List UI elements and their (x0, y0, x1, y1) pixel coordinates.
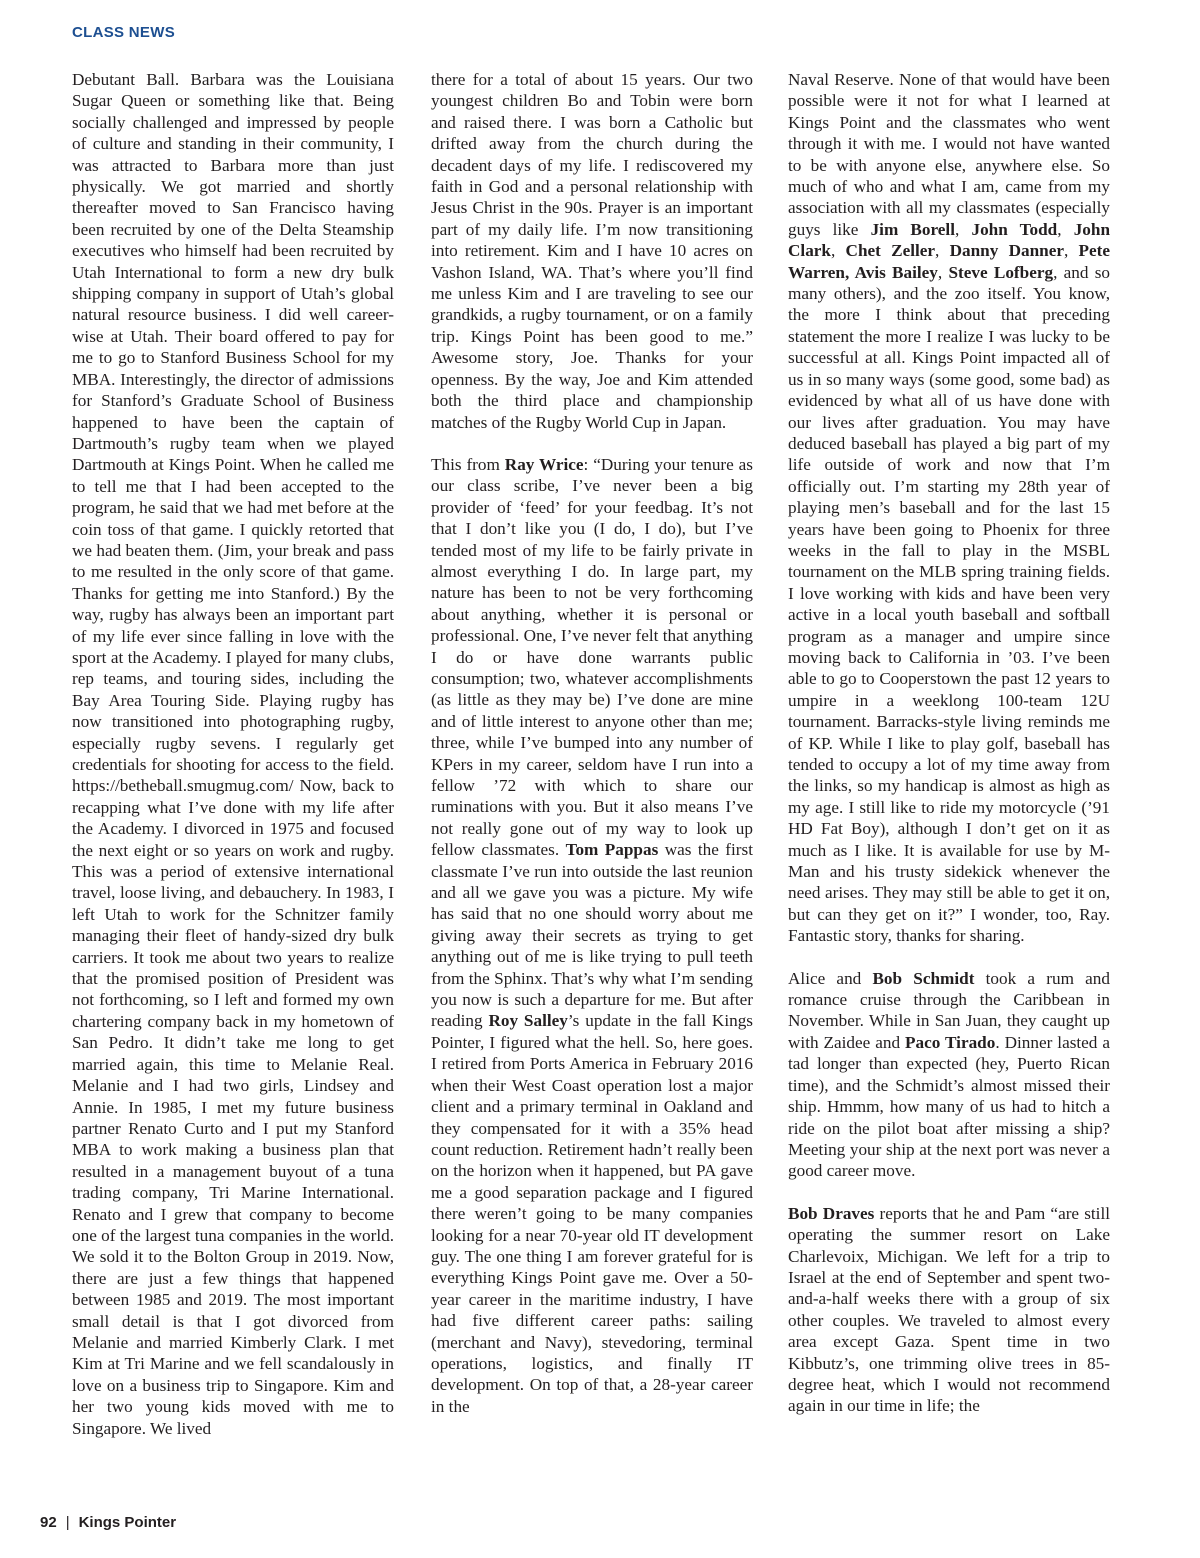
article-paragraph (788, 968, 1110, 1182)
classmate-name: Jim Borell (870, 219, 955, 239)
page-number: 92 (40, 1514, 57, 1531)
classmate-name: John Todd (971, 219, 1058, 239)
text-run: This from (431, 454, 505, 474)
text-run: reports that he and Pam “are still operating the summer resort on Lake Charlevoix, Michigan. We left for a trip to Israel at the end of September and spent two-and-a-half weeks there with a group of six other couples. We traveled to almost every area except Gaza. Spent time in two Kibbutz’s, one trimming olive trees in 85-degree heat, which I would not recommend again in our time in life; the (788, 1203, 1111, 1416)
text-run: was the first classmate I’ve run into outside the last reunion and all we gave you was a picture. My wife has said that no one should worry about me giving away their secrets as trying to get anything out of me is like trying to pull teeth from the Sphinx. That’s why what I’m sending you now is such a departure for me. But after reading (431, 840, 753, 1031)
text-run: : “During your tenure as our class scribe, I’ve never been a big provider of ‘feed’ for your feedbag. It’s not that I don’t like you (I do, I do), but I’ve tended most of my life to be fairly private in almost everything I do. In large part, my nature has been to not be very forthcoming about anything, whether it is personal or professional. One, I’ve never felt that anything I do or have done warrants public consumption; two, whatever accomplishments (as little as they may be) I’ve done are mine and of little interest to anyone other than me; three, while I’ve bumped into any number of KPers in my career, seldom have I run into a fellow ’72 with which to share our ruminations with you. But it also means I’ve not really gone out of my way to look up fellow classmates. (431, 454, 753, 860)
classmate-name: John Clark (788, 219, 1111, 261)
text-run: Naval Reserve. None of that would have been possible were it not for what I learned at Kings Point and the classmates who went through it with me. I would not have wanted to be with anyone else, anywhere else. So much of who and what I am, came from my association with all my classmates (especially guys like (788, 70, 1110, 239)
article-column-3 (788, 69, 1110, 1417)
text-run: , (955, 219, 972, 239)
text-run: , (830, 241, 846, 261)
classmate-name: Steve Lofberg (948, 262, 1054, 282)
text-run: . Dinner lasted a tad longer than expected (hey, Puerto Rican time), and the Schmidt’s almost missed their ship. Hmmm, how many of us had to hitch a ride on the pilot boat after missing a ship? Meeting your ship at the next port was never a good career move. (788, 1032, 1110, 1181)
publication-name: Kings Pointer (78, 1514, 177, 1531)
article-paragraph (431, 454, 753, 1417)
classmate-name: Paco Tirado (905, 1032, 996, 1052)
text-run: , (1063, 241, 1079, 261)
article-paragraph (431, 69, 753, 433)
classmate-name: Danny Danner (949, 241, 1064, 261)
article-column-2 (431, 69, 753, 1417)
text-run: Debutant Ball. Barbara was the Louisiana Sugar Queen or something like that. Being socially challenged and impressed by people of culture and standing in their community, I was attracted to Barbara more than just physically. We got married and shortly thereafter moved to San Francisco having been recruited by one of the Delta Steamship executives who himself had been recruited by Utah International to form a new dry bulk shipping company in support of Utah’s global natural resource business. I did well career-wise at Utah. Their board offered to pay for me to go to Stanford Business School for my MBA. Interestingly, the director of admissions for Stanford’s Graduate School of Business happened to have been the captain of Dartmouth’s rugby team when we played Dartmouth at Kings Point. When he called me to tell me that I had been accepted to the program, he said that we had met before at the coin toss of that game. I quickly retorted that we had beaten them. (Jim, your break and pass to me resulted in the only score of that game. Thanks for getting me into Stanford.) By the way, rugby has always been an important part of my life ever since falling in love with the sport at the Academy. I played for many clubs, rep teams, and touring sides, including the Bay Area Touring Side. Playing rugby has now transitioned into photographing rugby, especially rugby sevens. I regularly get credentials for shooting for access to the field. https://betheball.smugmug.com/ Now, back to recapping what I’ve done with my life after the Academy. I divorced in 1975 and focused the next eight or so years on work and rugby. This was a period of extensive international travel, loose living, and debauchery. In 1983, I left Utah to work for the Schnitzer family managing their fleet of handy-sized dry bulk carriers. It took me about two years to realize that the promised position of President was not forthcoming, so I left and formed my own chartering company back in my hometown of San Pedro. It didn’t take me long to get married again, this time to Melanie Real. Melanie and I had two girls, Lindsey and Annie. In 1985, I met my future business partner Renato Curto and I put my Stanford MBA to work making a business plan that resulted in a management buyout of a tuna trading company, Tri Marine International. Renato and I grew that company to become one of the largest tuna companies in the world. We sold it to the Bolton Group in 2019. Now, there are just a few things that happened between 1985 and 2019. The most important small detail is that I got divorced from Melanie and married Kimberly Clark. I met Kim at Tri Marine and we fell scandalously in love on a business trip to Singapore. Kim and her two young kids moved with me to Singapore. We lived (72, 70, 394, 1438)
classmate-name: Chet Zeller (845, 241, 936, 261)
classmate-name: Bob Draves (788, 1203, 875, 1223)
text-run: Alice and (788, 968, 873, 988)
text-run: , (937, 262, 949, 282)
page-footer (40, 1514, 176, 1531)
text-run: , and so many others), and the zoo itself. You know, the more I think about that preceding statement the more I realize I was lucky to be successful at all. Kings Point impacted all of us in so many ways (some good, some bad) as evidenced by what all of us have done with our lives after graduation. You may have deduced baseball has played a big part of my life outside of work and now that I’m officially out. I’m starting my 28th year of playing men’s baseball and for the last 15 years have been going to Phoenix for three weeks in the fall to play in the MSBL tournament on the MLB spring training fields. I love working with kids and have been very active in a local youth baseball and softball program as a manager and umpire since moving back to California in ’03. I’ve been able to go to Cooperstown the past 12 years to umpire in a weeklong 100-team 12U tournament. Barracks-style living reminds me of KP. While I like to play golf, baseball has tended to occupy a lot of my time away from the links, so my handicap is almost as high as my age. I still like to ride my motorcycle (’91 HD Fat Boy), although I don’t get on it as much as I like. It is available for use by M-Man and his trusty sidekick whenever the need arises. They may still be able to get it on, but can they get on it?” I wonder, too, Ray. Fantastic story, thanks for sharing. (788, 262, 1111, 946)
text-run: , (935, 241, 950, 261)
classmate-name: Pete Warren, Avis Bailey (788, 241, 1111, 282)
classmate-name: Bob Schmidt (872, 968, 975, 988)
article-paragraph (72, 69, 394, 1439)
classmate-name: Tom Pappas (565, 840, 659, 860)
text-run: took a rum and romance cruise through the Caribbean in November. While in San Juan, they caught up with Zaidee and (788, 968, 1110, 1052)
text-run: ’s update in the fall Kings Pointer, I figured what the hell. So, here goes. I retired from Ports America in February 2016 when their West Coast operation lost a major client and a primary terminal in Oakland and they compensated for it with a 35% head count reduction. Retirement hadn’t really been on the horizon when it happened, but PA gave me a good separation package and I figured there weren’t going to be many companies looking for a near 70-year old IT development guy. The one thing I am forever grateful for is everything Kings Point gave me. Over a 50-year career in the maritime industry, I have had five different career paths: sailing (merchant and Navy), stevedoring, terminal operations, logistics, and finally IT development. On top of that, a 28-year career in the (431, 1011, 753, 1416)
classmate-name: Roy Salley (488, 1011, 568, 1031)
text-run: there for a total of about 15 years. Our two youngest children Bo and Tobin were born and raised there. I was born a Catholic but drifted away from the church during the decadent days of my life. I rediscovered my faith in God and a personal relationship with Jesus Christ in the 90s. Prayer is an important part of my daily life. I’m now transitioning into retirement. Kim and I have 10 acres on Vashon Island, WA. That’s where you’ll find me unless Kim and I are traveling to see our grandkids, a rugby tournament, or on a family trip. Kings Point has been good to me.” Awesome story, Joe. Thanks for your openness. By the way, Joe and Kim attended both the third place and championship matches of the Rugby World Cup in Japan. (431, 70, 753, 432)
article-paragraph (788, 69, 1110, 947)
footer-separator: | (65, 1514, 70, 1531)
classmate-name: Ray Wrice (504, 454, 584, 474)
section-header: CLASS NEWS (72, 24, 176, 41)
article-column-1 (72, 69, 394, 1439)
article-paragraph (788, 1203, 1110, 1417)
text-run: , (1057, 219, 1074, 239)
